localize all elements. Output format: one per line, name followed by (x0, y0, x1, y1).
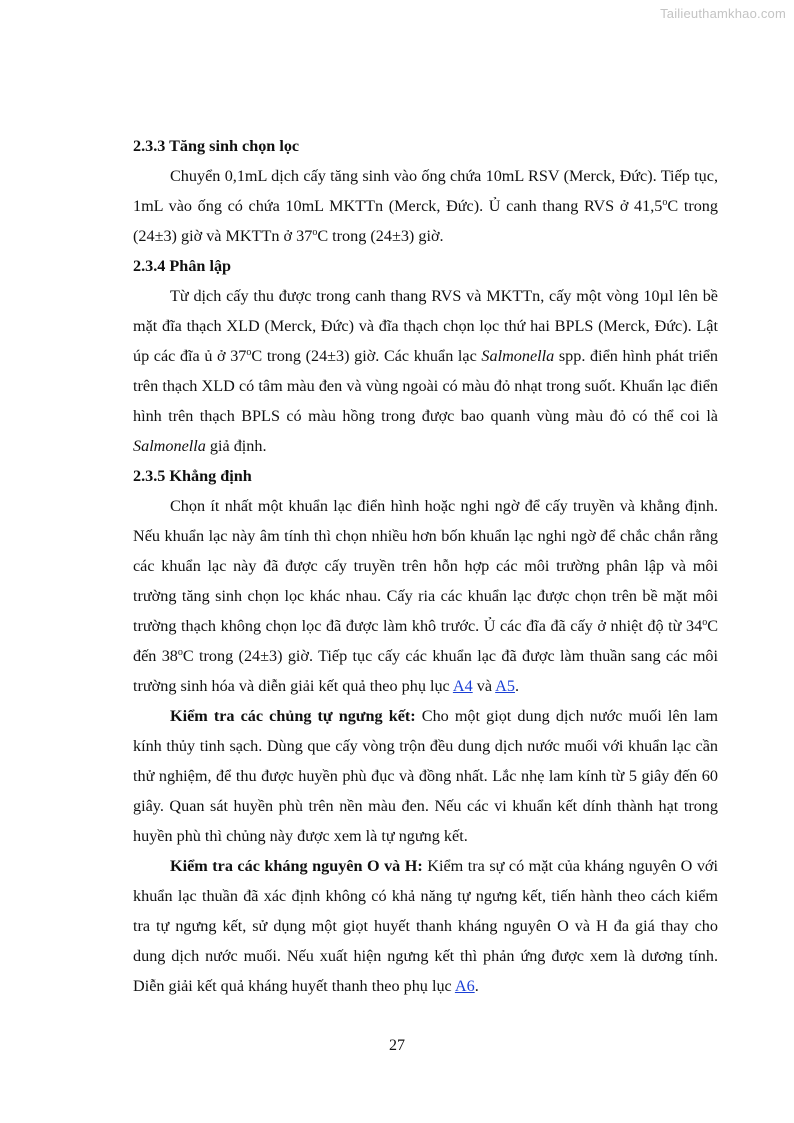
degree-superscript: o (662, 197, 668, 208)
page-number: 27 (389, 1037, 405, 1054)
text-run: spp. điển hình phát triển trên thạch XLD có tâm màu đen và vùng ngoài có màu đỏ nhạt trong suốt. Khuẩn lạc điển hình trên thạch BPLS có màu hồng trong được bao quanh vùng màu đỏ có thể coi là (133, 347, 718, 425)
text-run: giả định. (205, 437, 267, 455)
link-appendix-a4[interactable]: A4 (452, 677, 473, 695)
text-run: Từ dịch cấy thu được trong canh thang RVS và MKTTn, cấy một vòng 10µl lên bề mặt đĩa thạch XLD (Merck, Đức) và đĩa thạch chọn lọc thứ hai BPLS (Merck, Đức). Lật úp các đĩa ủ ở 37 (133, 287, 718, 365)
document-body (133, 131, 718, 1001)
heading-2-3-5: 2.3.5 Khẳng định (133, 467, 252, 485)
degree-superscript: o (246, 347, 252, 358)
text-run: Chuyển 0,1mL dịch cấy tăng sinh vào ống chứa 10mL RSV (Merck, Đức). Tiếp tục, 1mL vào ống có chứa 10mL MKTTn (Merck, Đức). Ủ canh thang RVS ở 41,5 (133, 167, 718, 215)
paragraph-2-3-5-intro (133, 491, 718, 701)
paragraph-antigen-test (133, 851, 718, 1001)
link-appendix-a6[interactable]: A6 (454, 977, 475, 995)
link-appendix-a5[interactable]: A5 (495, 677, 515, 695)
watermark: Tailieuthamkhao.com (660, 6, 786, 21)
paragraph-2-3-4 (133, 281, 718, 461)
text-run: C trong (24±3) giờ. Tiếp tục cấy các khuẩn lạc đã được làm thuần sang các môi trường sinh hóa và diễn giải kết quả theo phụ lục (133, 647, 719, 695)
text-run: C trong (24±3) giờ. (317, 227, 444, 245)
paragraph-2-3-3 (133, 161, 718, 251)
italic-genus: Salmonella (481, 347, 555, 365)
text-run: C trong (24±3) giờ. Các khuẩn lạc (251, 347, 482, 365)
text-run: . (514, 677, 520, 695)
text-run: Kiểm tra sự có mặt của kháng nguyên O với khuẩn lạc thuần đã xác định không có khả năng tự ngưng kết, tiến hành theo cách kiểm tra tự ngưng kết, sử dụng một giọt huyết thanh kháng nguyên O và H đa giá thay cho dung dịch nước muối. Nếu xuất hiện ngưng kết thì phản ứng được xem là dương tính. Diễn giải kết quả kháng huyết thanh theo phụ lục (133, 857, 718, 995)
text-run: và (472, 677, 496, 695)
heading-2-3-3: 2.3.3 Tăng sinh chọn lọc (133, 137, 300, 155)
bold-lead-auto-agglutination: Kiểm tra các chủng tự ngưng kết: (170, 707, 416, 725)
degree-superscript: o (702, 617, 708, 628)
bold-lead-antigen-test: Kiểm tra các kháng nguyên O và H: (170, 857, 423, 875)
text-run: C trong (24±3) giờ và MKTTn ở 37 (133, 197, 718, 245)
text-run: C đến 38 (133, 617, 718, 665)
degree-superscript: o (312, 227, 318, 238)
text-run: Cho một giọt dung dịch nước muối lên lam kính thủy tinh sạch. Dùng que cấy vòng trộn đều dung dịch nước muối với khuẩn lạc cần thử nghiệm, để thu được huyền phù đục và đồng nhất. Lắc nhẹ lam kính từ 5 giây đến 60 giây. Quan sát huyền phù trên nền màu đen. Nếu các vi khuẩn kết dính thành hạt trong huyền phù thì chủng này được xem là tự ngưng kết. (133, 707, 718, 845)
paragraph-auto-agglutination (133, 701, 718, 851)
italic-genus: Salmonella (133, 437, 206, 455)
heading-2-3-4: 2.3.4 Phân lập (133, 257, 232, 275)
text-run: . (474, 977, 479, 995)
degree-superscript: o (177, 647, 183, 658)
text-run: Chọn ít nhất một khuẩn lạc điển hình hoặc nghi ngờ để cấy truyền và khẳng định. Nếu khuẩn lạc này âm tính thì chọn nhiều hơn bốn khuẩn lạc nghi ngờ để chắc chắn rằng các khuẩn lạc này đã được cấy truyền trên hỗn hợp các môi trường phân lập và môi trường tăng sinh chọn lọc khác nhau. Cấy ria các khuẩn lạc được chọn trên bề mặt môi trường thạch không chọn lọc đã được làm khô trước. Ủ các đĩa đã cấy ở nhiệt độ từ 34 (133, 497, 718, 635)
